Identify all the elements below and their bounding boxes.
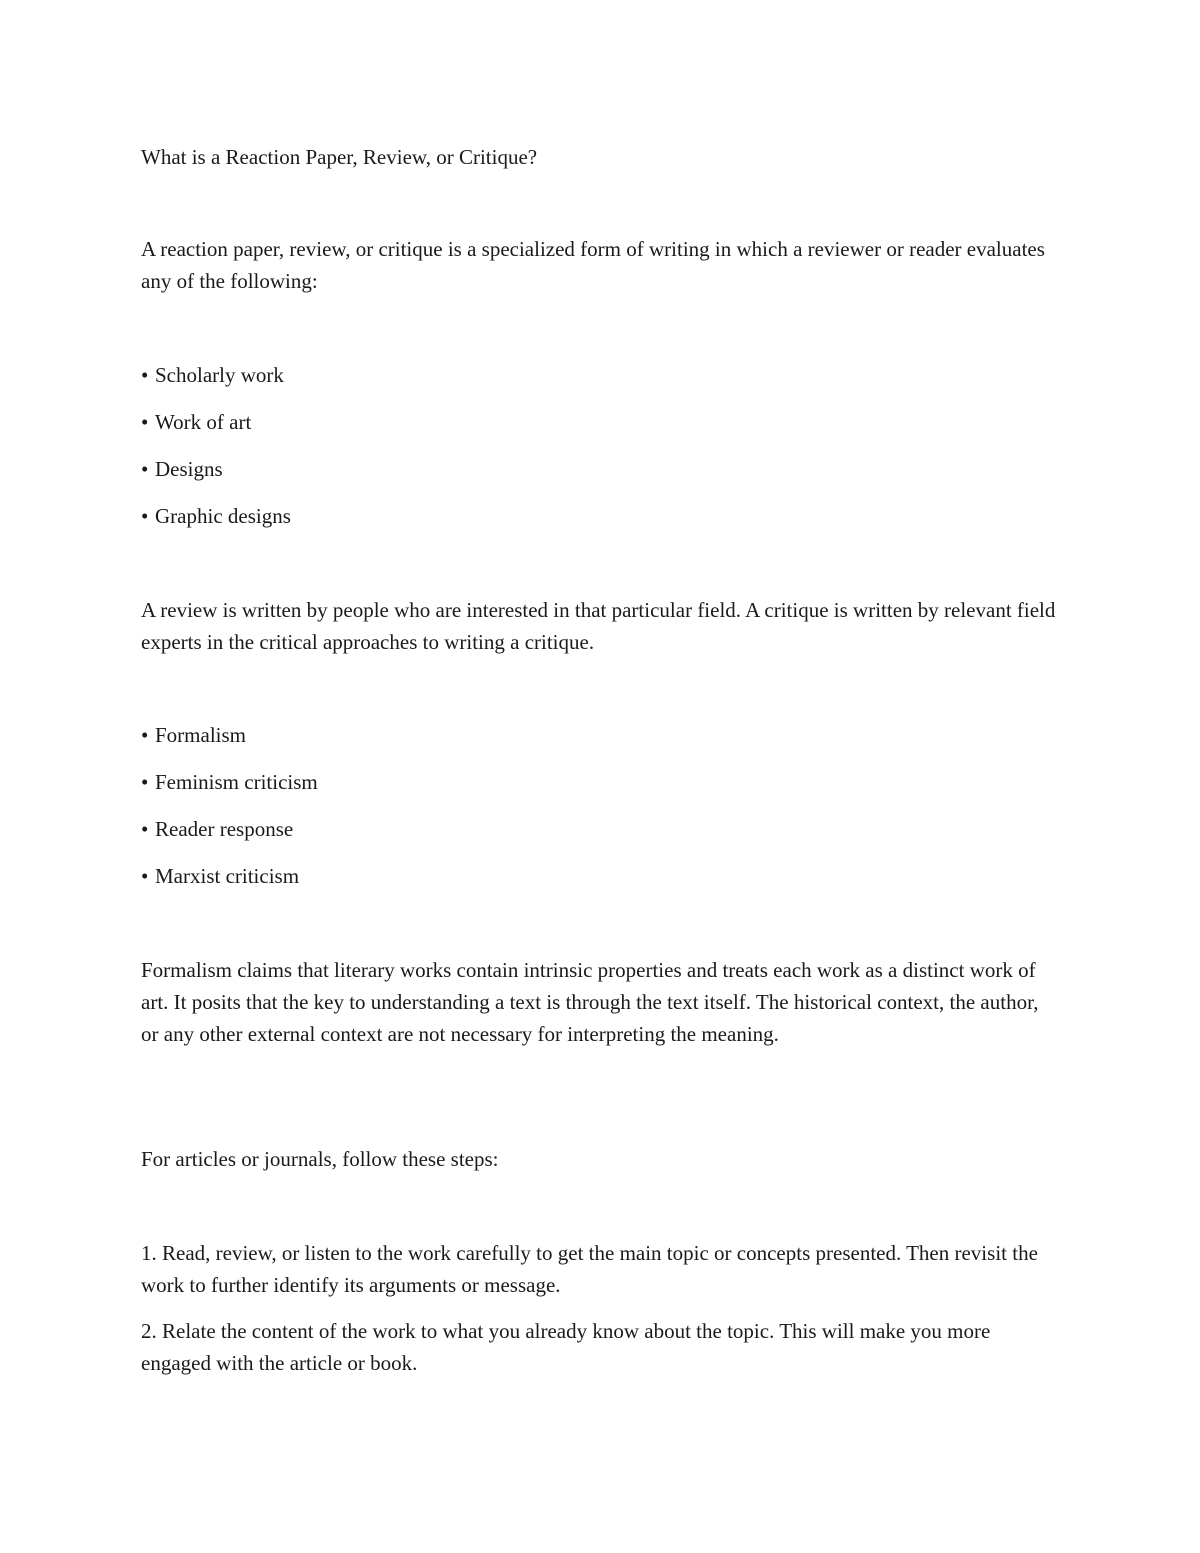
steps-intro: For articles or journals, follow these steps: (141, 1147, 499, 1171)
step-item: 2. Relate the content of the work to what you already know about the topic. This will make you more engaged with the article or book. (141, 1319, 991, 1375)
list-item (141, 406, 251, 438)
formalism-paragraph: Formalism claims that literary works contain intrinsic properties and treats each work as a distinct work of art. It posits that the key to understanding a text is through the text itself. The historical context, the author, or any other external context are not necessary for interpreting the meaning. (141, 958, 1039, 1046)
list-item (141, 813, 293, 845)
bullet-mark: • (141, 817, 149, 841)
step-item: 1. Read, review, or listen to the work carefully to get the main topic or concepts presented. Then revisit the work to further identify its arguments or message. (141, 1241, 1038, 1297)
list-item (141, 860, 299, 892)
bullet-mark: • (141, 363, 149, 387)
list-item-text: Scholarly work (155, 363, 284, 387)
bullet-mark: • (141, 723, 149, 747)
list-item-text: Feminism criticism (155, 770, 318, 794)
bullet-mark: • (141, 504, 149, 528)
intro-paragraph: A reaction paper, review, or critique is a specialized form of writing in which a reviewer or reader evaluates any of the following: (141, 237, 1045, 293)
list-item (141, 453, 223, 485)
list-item-text: Formalism (155, 723, 247, 747)
bullet-mark: • (141, 864, 149, 888)
list-item-text: Graphic designs (155, 504, 291, 528)
list-item (141, 766, 318, 798)
bullet-mark: • (141, 410, 149, 434)
list-item (141, 500, 291, 532)
bullet-mark: • (141, 770, 149, 794)
review-paragraph: A review is written by people who are interested in that particular field. A critique is written by relevant field experts in the critical approaches to writing a critique. (141, 598, 1056, 654)
list-item-text: Reader response (155, 817, 294, 841)
document-title: What is a Reaction Paper, Review, or Critique? (141, 145, 538, 169)
list-item-text: Designs (155, 457, 223, 481)
list-item-text: Work of art (155, 410, 252, 434)
list-item-text: Marxist criticism (155, 864, 300, 888)
list-item (141, 719, 246, 751)
list-item (141, 359, 284, 391)
bullet-mark: • (141, 457, 149, 481)
